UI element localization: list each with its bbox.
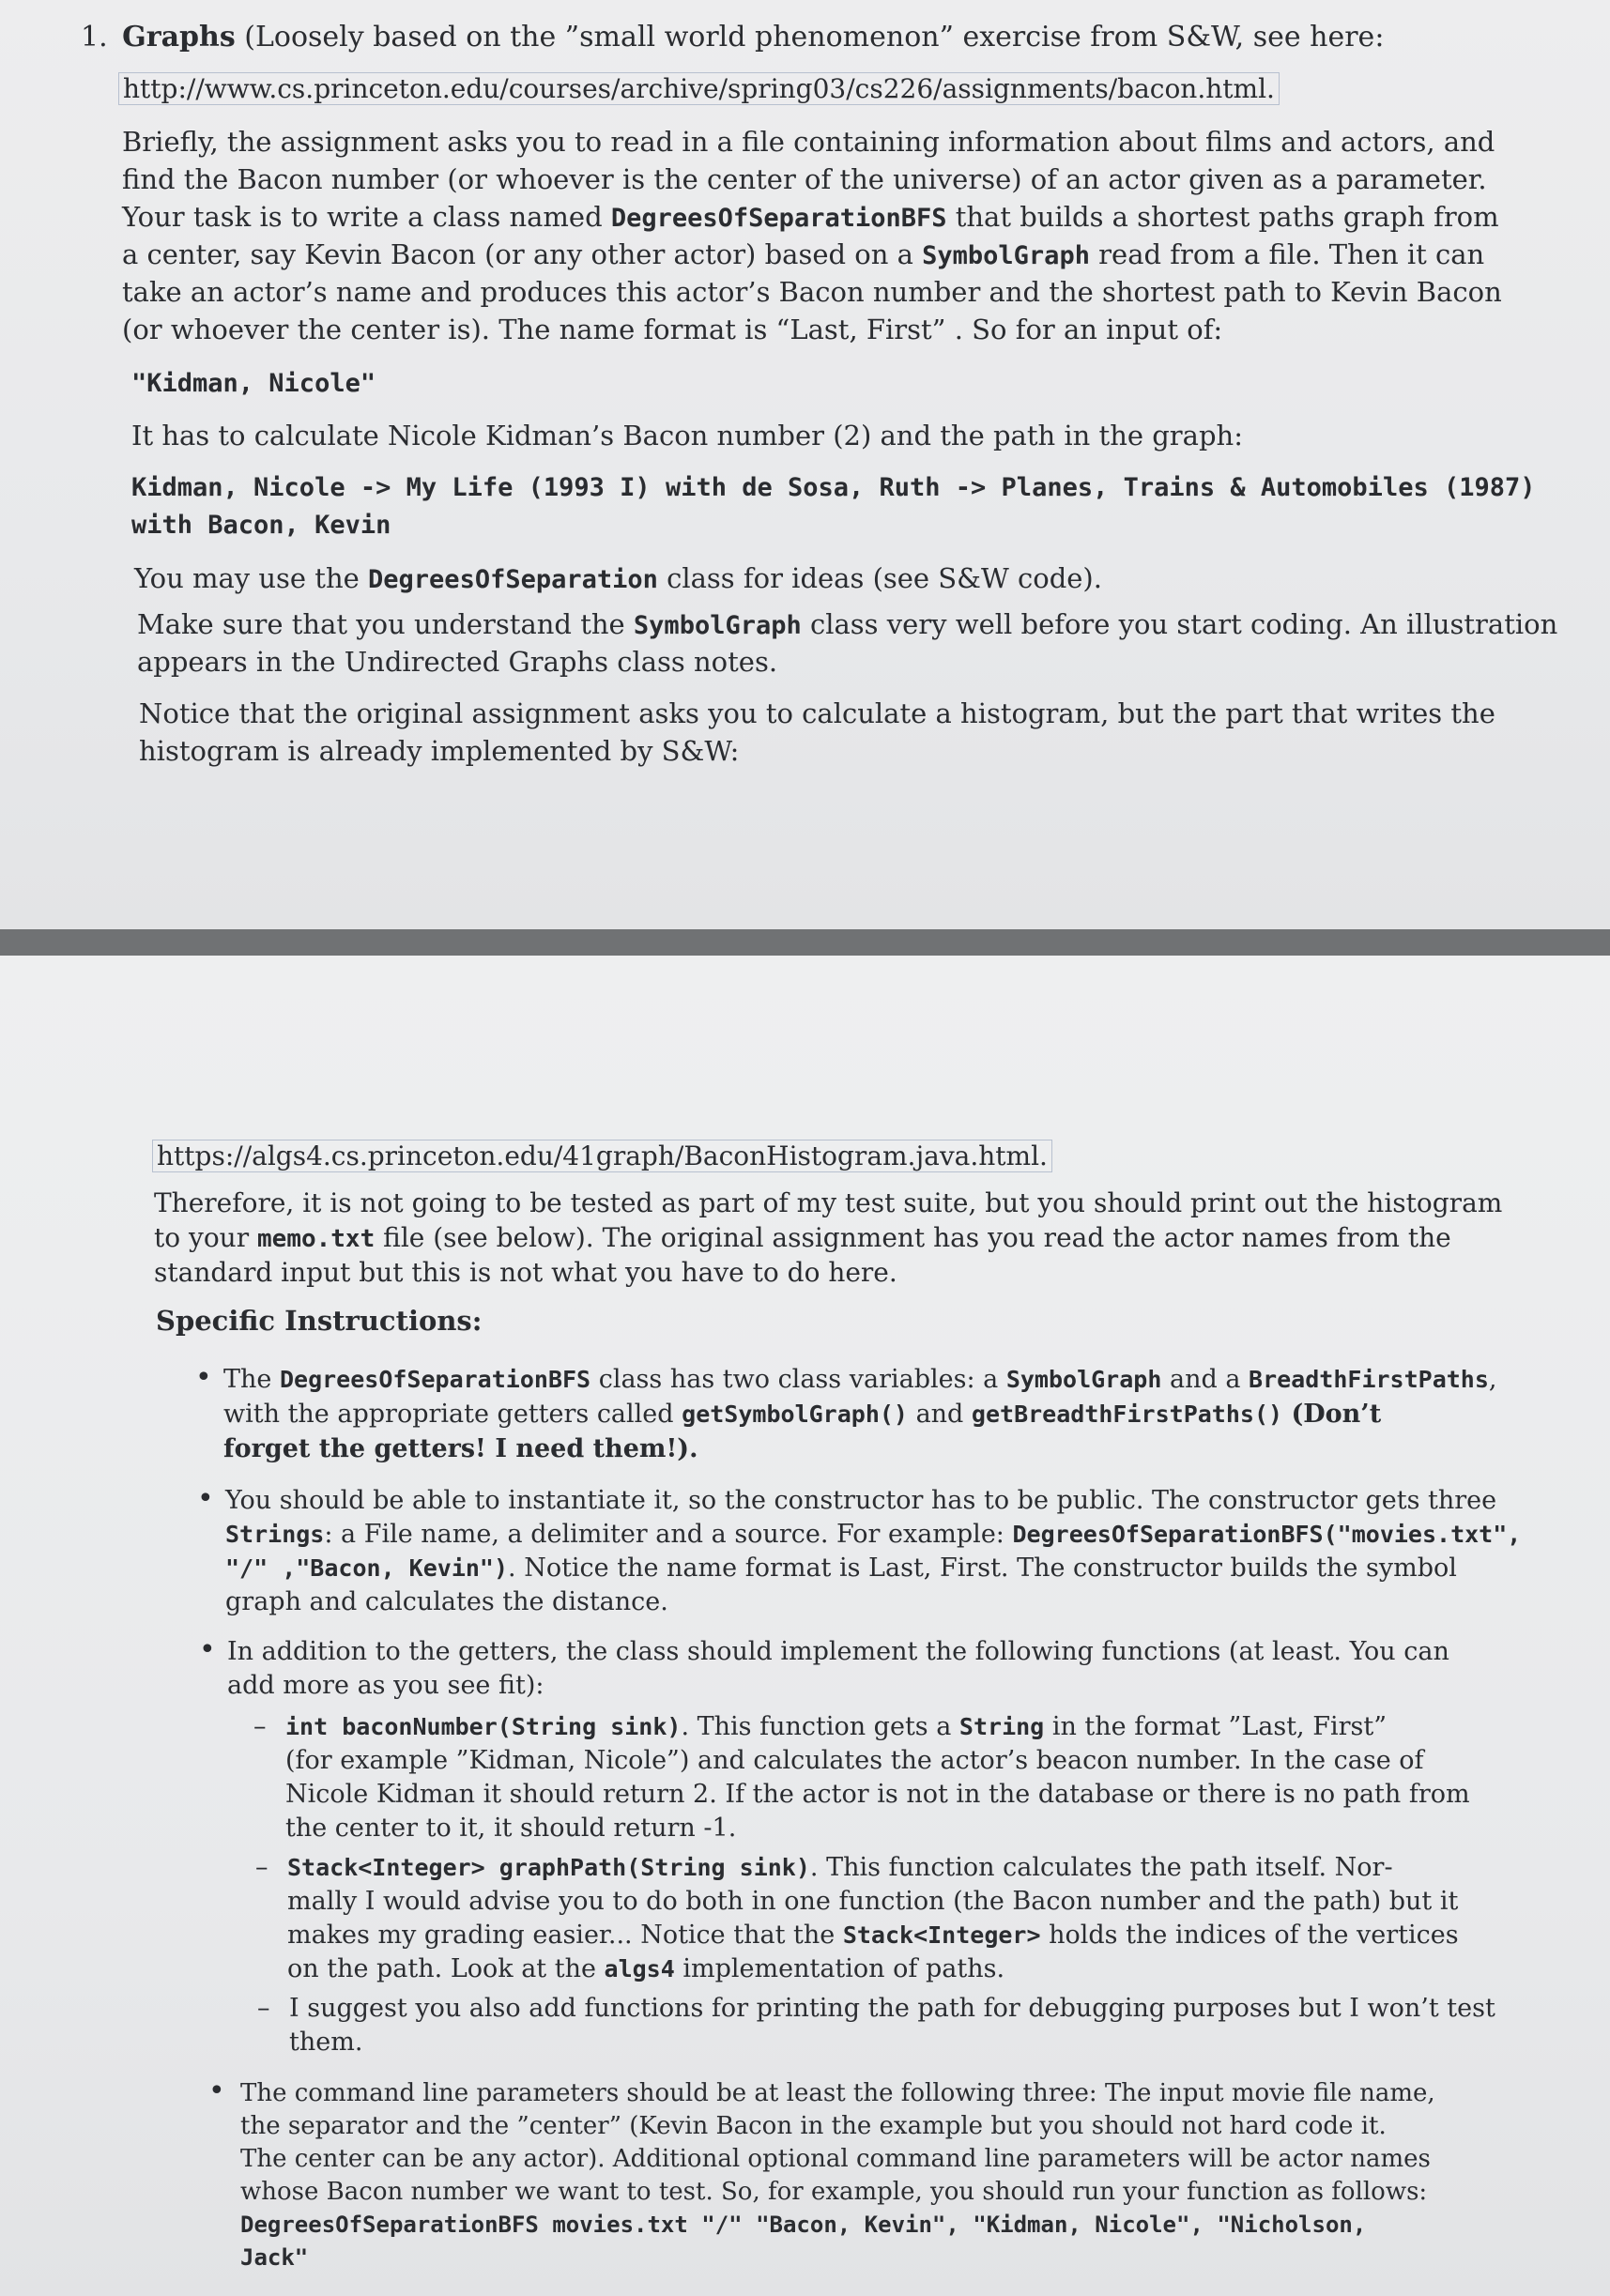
problem-title: Graphs [122,21,236,54]
constructor-args-code: "/" ,"Bacon, Kevin") [225,1554,509,1582]
strings-code: Strings [225,1521,325,1548]
notice-line-2: histogram is already implemented by S&W: [139,735,740,767]
sub2-text: on the path. Look at the [287,1954,605,1983]
bullet1-line-3: forget the getters! I need them!). [223,1434,698,1463]
therefore-line-2 [154,1219,1451,1258]
symbolgraph-code: SymbolGraph [633,611,802,640]
b1-text: , [1488,1365,1497,1394]
intro-text: Your task is to write a class named [122,201,611,233]
b1-text: and a [1161,1365,1250,1394]
sub1-text: in the format ”Last, First” [1044,1712,1387,1741]
notice-line-1: Notice that the original assignment asks you to calculate a histogram, but the part that writes the [139,697,1495,729]
sub2-text: implementation of paths. [674,1954,1005,1983]
graph-path-code: Stack<Integer> graphPath(String sink) [287,1854,810,1881]
intro-line-1: Briefly, the assignment asks you to read in a file containing information about films and actors, and [122,126,1495,158]
bullet4-line-3: The center can be any actor). Additional optional command line parameters will be actor names [240,2145,1431,2173]
b1-text: with the appropriate getters called [223,1400,682,1429]
bullet3-line-1: In addition to the getters, the class should implement the following functions (at least. You can [227,1637,1449,1666]
bullet4-line-1: The command line parameters should be at least the following three: The input movie file name, [240,2079,1435,2107]
symbolgraph-code: SymbolGraph [922,241,1090,270]
intro-line-5: take an actor’s name and produces this actor’s Bacon number and the shortest path to Kevin Bacon [122,276,1502,308]
sub3-line-1: I suggest you also add functions for printing the path for debugging purposes but I won’t test [289,1994,1495,2023]
sub1-line-2: (for example ”Kidman, Nicole”) and calculates the actor’s beacon number. In the case of [285,1746,1424,1775]
make-text: Make sure that you understand the [137,608,634,640]
intro-line-3 [122,198,1499,237]
bullet2-line-2 [225,1516,1521,1554]
intro-line-2: find the Bacon number (or whoever is the center of the universe) of an actor given as a parameter. [122,163,1487,195]
assignment-url[interactable]: http://www.cs.princeton.edu/courses/archive/spring03/cs226/assignments/bacon.html. [118,72,1280,105]
run-command-line-1: DegreesOfSeparationBFS movies.txt "/" "Bacon, Kevin", "Kidman, Nicole", "Nicholson, [240,2212,1367,2238]
sub1-line-4: the center to it, it should return -1. [285,1814,737,1843]
bullet4-line-4: whose Bacon number we want to test. So, for example, you should run your function as follows: [240,2178,1428,2206]
make-sure-line-2: appears in the Undirected Graphs class notes. [137,646,778,678]
assignment-link[interactable] [118,70,1280,108]
bullet2-line-3 [225,1550,1457,1587]
bullet-dot: • [199,1633,216,1666]
b1-bold-text: (Don’t [1282,1400,1382,1429]
problem-heading [81,19,1384,56]
sub2-text: holds the indices of the vertices [1040,1921,1459,1950]
b2-text: : a File name, a delimiter and a source. For example: [324,1520,1013,1549]
bullet1-line-1 [223,1361,1497,1399]
stack-code: Stack<Integer> [842,1921,1041,1949]
bullet2-line-1: You should be able to instantiate it, so the constructor has to be public. The constructor gets three [225,1486,1497,1515]
b1-text: The [223,1365,280,1394]
b1-text: and [907,1400,972,1429]
getter-code: getSymbolGraph() [682,1401,908,1428]
intro-line-6: (or whoever the center is). The name format is “Last, First” . So for an input of: [122,314,1223,345]
dash: – [253,1712,267,1741]
calc-sentence: It has to calculate Nicole Kidman’s Bacon number (2) and the path in the graph: [131,420,1243,452]
class-name-code: DegreesOfSeparationBFS [610,204,947,233]
getter-code: getBreadthFirstPaths() [971,1401,1283,1428]
bullet1-line-2 [223,1396,1381,1433]
intro-text: a center, say Kevin Bacon (or any other actor) based on a [122,238,923,270]
therefore-line-1: Therefore, it is not going to be tested as part of my test suite, but you should print out the histogram [154,1187,1503,1218]
histogram-link[interactable] [152,1138,1052,1175]
run-command-line-2: Jack" [240,2244,309,2271]
sub1-line-3: Nicole Kidman it should return 2. If the actor is not in the database or there is no path from [285,1780,1470,1809]
intro-line-4 [122,236,1484,275]
constructor-code: DegreesOfSeparationBFS("movies.txt", [1012,1521,1522,1548]
sub1-line-1 [285,1708,1387,1746]
sub2-line-3 [287,1917,1459,1954]
sub2-text: makes my grading easier... Notice that the [287,1921,843,1950]
sub1-text: . This function gets a [681,1712,959,1741]
use-text: You may use the [134,562,369,594]
sub2-line-4 [287,1951,1004,1988]
dash: – [257,1994,270,2023]
therefore-text: to your [154,1222,258,1253]
intro-text: that builds a shortest paths graph from [946,201,1499,233]
sub2-line-2: mally I would advise you to do both in one function (the Bacon number and the path) but it [287,1887,1459,1916]
sub3-line-2: them. [289,2028,363,2057]
bullet-dot: • [195,1361,212,1394]
intro-text: read from a file. Then it can [1089,238,1485,270]
sub2-line-1 [287,1849,1393,1887]
problem-number: 1. [81,21,108,54]
specific-instructions-heading: Specific Instructions: [156,1305,483,1337]
bullet-dot: • [208,2074,225,2107]
algs4-code: algs4 [604,1955,675,1982]
dash: – [255,1853,268,1882]
string-code: String [958,1713,1045,1740]
make-text: class very well before you start coding. An illustration [801,608,1558,640]
b1-text: class has two class variables: a [590,1365,1006,1394]
therefore-text: file (see below). The original assignment has you read the actor names from the [375,1222,1451,1253]
bacon-number-code: int baconNumber(String sink) [285,1713,682,1740]
bullet3-line-2: add more as you see fit): [227,1671,544,1700]
symbolgraph-code: SymbolGraph [1005,1366,1162,1393]
path-line-2: with Bacon, Kevin [131,511,391,540]
example-input: "Kidman, Nicole" [131,369,376,398]
bullet2-line-4: graph and calculates the distance. [225,1587,668,1616]
dos-code: DegreesOfSeparation [368,565,658,594]
sub2-text: . This function calculates the path itself. Nor- [809,1853,1393,1882]
histogram-url[interactable]: https://algs4.cs.princeton.edu/41graph/BaconHistogram.java.html. [152,1140,1052,1172]
bfs-code: BreadthFirstPaths [1249,1366,1489,1393]
screen-divider-bar [0,929,1610,956]
therefore-line-3: standard input but this is not what you have to do here. [154,1257,897,1288]
memo-code: memo.txt [257,1225,376,1253]
class-name-code: DegreesOfSeparationBFS [279,1366,591,1393]
use-sentence [134,559,1102,599]
bullet-dot: • [197,1482,214,1515]
b2-text: . Notice the name format is Last, First. The constructor builds the symbol [508,1554,1457,1583]
path-line-1: Kidman, Nicole -> My Life (1993 I) with de Sosa, Ruth -> Planes, Trains & Automobiles (1987) [131,473,1536,502]
use-text: class for ideas (see S&W code). [657,562,1102,594]
bullet4-line-2: the separator and the ”center” (Kevin Bacon in the example but you should not hard code it. [240,2112,1387,2140]
problem-title-rest: (Loosely based on the ”small world phenomenon” exercise from S&W, see here: [235,21,1385,54]
make-sure-line-1 [137,605,1557,645]
